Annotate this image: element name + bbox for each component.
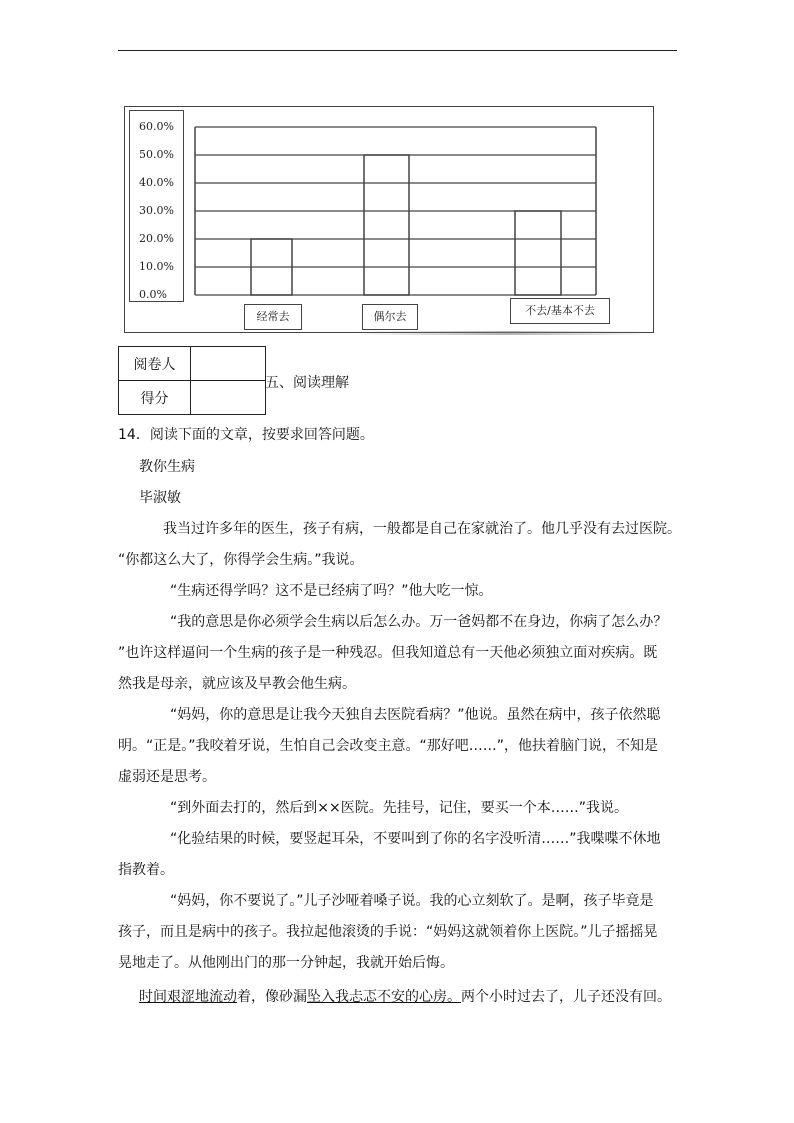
y-tick-label: 30.0% bbox=[139, 204, 174, 217]
underlined-phrase-1: 时间艰涩地流动 bbox=[139, 989, 237, 1005]
score-label: 得分 bbox=[119, 381, 191, 415]
paragraph-line: “我的意思是你必须学会生病以后怎么办。万一爸妈都不在身边，你病了怎么办？ bbox=[170, 614, 668, 630]
paragraph-line: “化验结果的时候，要竖起耳朵，不要叫到了你的名字没听清……”我喋喋不休地 bbox=[170, 831, 661, 847]
paragraph-line: 指教着。 bbox=[118, 862, 174, 878]
score-table bbox=[118, 346, 266, 415]
paragraph-line: “妈妈，你的意思是让我今天独自去医院看病？”他说。虽然在病中，孩子依然聪 bbox=[170, 707, 661, 723]
score-table-row bbox=[119, 347, 266, 381]
article-title: 教你生病 bbox=[139, 459, 195, 475]
bar bbox=[364, 155, 409, 295]
category-label-0: 经常去 bbox=[244, 304, 302, 330]
paragraph-line: “生病还得学吗？这不是已经病了吗？”他大吃一惊。 bbox=[170, 583, 493, 599]
paragraph-line: “妈妈，你不要说了。”儿子沙哑着嗓子说。我的心立刻软了。是啊，孩子毕竟是 bbox=[170, 893, 654, 909]
paragraph-line: “你都这么大了，你得学会生病。”我说。 bbox=[118, 552, 364, 568]
bar bbox=[515, 211, 561, 295]
category-label-2: 不去/基本不去 bbox=[510, 298, 610, 324]
paragraph-line: 孩子，而且是病中的孩子。我拉起他滚烫的手说：“妈妈这就领着你上医院。”儿子摇摇晃 bbox=[118, 924, 658, 940]
score-value[interactable] bbox=[191, 381, 266, 415]
paragraph-line: 我当过许多年的医生，孩子有病，一般都是自己在家就治了。他几乎没有去过医院。 bbox=[163, 521, 681, 537]
question-prompt: 14．阅读下面的文章，按要求回答问题。 bbox=[118, 427, 374, 443]
paragraph-line: ”也许这样逼问一个生病的孩子是一种残忍。但我知道总有一天他必须独立面对疾病。既 bbox=[118, 645, 658, 661]
paragraph-line: 晃地走了。从他刚出门的那一分钟起，我就开始后悔。 bbox=[118, 955, 454, 971]
paragraph-line: 然我是母亲，就应该及早教会他生病。 bbox=[118, 676, 356, 692]
plain-phrase: 两个小时过去了，儿子还没有回。 bbox=[461, 989, 671, 1005]
y-tick-label: 60.0% bbox=[139, 120, 174, 133]
category-label-1: 偶尔去 bbox=[362, 304, 418, 330]
underlined-phrase-2: 坠入我忐忑不安的心房。 bbox=[307, 989, 461, 1005]
paragraph-line: 明。“正是。”我咬着牙说，生怕自己会改变主意。“那好吧……”，他扶着脑门说，不知是 bbox=[118, 738, 659, 754]
y-tick-label: 50.0% bbox=[139, 148, 174, 161]
reviewer-value[interactable] bbox=[191, 347, 266, 381]
article-author: 毕淑敏 bbox=[139, 490, 181, 506]
y-tick-label: 0.0% bbox=[139, 288, 167, 301]
paragraph-line-last bbox=[139, 988, 671, 1006]
reviewer-label: 阅卷人 bbox=[119, 347, 191, 381]
section-title: 五、阅读理解 bbox=[265, 375, 349, 391]
score-table-row bbox=[119, 381, 266, 415]
y-tick-label: 20.0% bbox=[139, 232, 174, 245]
y-tick-label: 10.0% bbox=[139, 260, 174, 273]
paragraph-line: “到外面去打的，然后到××医院。先挂号，记住，要买一个本……”我说。 bbox=[170, 800, 628, 816]
paragraph-line: 虚弱还是思考。 bbox=[118, 769, 216, 785]
y-tick-label: 40.0% bbox=[139, 176, 174, 189]
plain-phrase: 着，像砂漏 bbox=[237, 989, 307, 1005]
